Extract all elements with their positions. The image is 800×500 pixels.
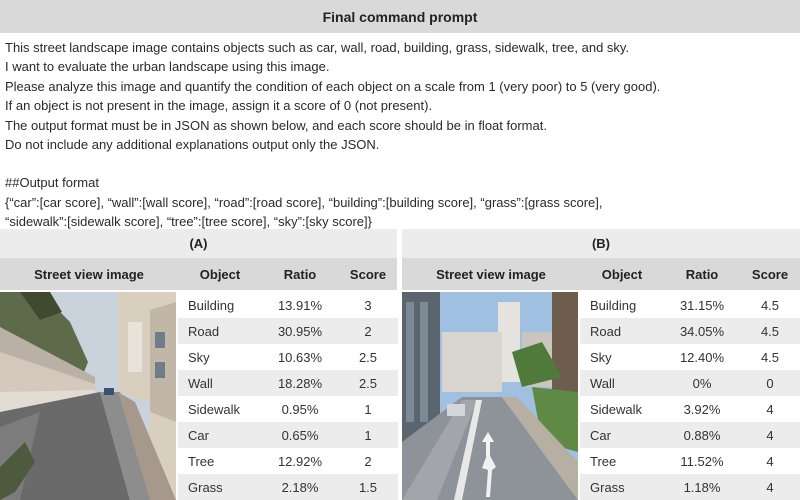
ratio-cell: 10.63% (277, 349, 323, 365)
object-cell: Wall (590, 375, 615, 391)
object-cell: Car (188, 427, 209, 443)
column-header-object: Object (601, 266, 643, 282)
object-cell: Wall (188, 375, 213, 391)
score-cell: 2 (364, 323, 372, 339)
object-table-b (580, 292, 800, 500)
column-header-score: Score (751, 266, 789, 282)
output-format-line: {“car”:[car score], “wall”:[wall score], “road”:[road score], “building”:[building score], “grass”:[grass score], (5, 194, 603, 210)
object-cell: Tree (590, 453, 617, 469)
score-cell: 3 (364, 297, 372, 313)
score-cell: 2.5 (358, 375, 378, 391)
ratio-cell: 18.28% (277, 375, 323, 391)
score-cell: 4 (766, 427, 774, 443)
column-header-row (0, 258, 397, 290)
table-row (178, 474, 398, 500)
column-header-row (402, 258, 800, 290)
column-header-ratio: Ratio (685, 266, 719, 282)
object-cell: Road (188, 323, 220, 339)
table-row (580, 448, 800, 474)
ratio-cell: 31.15% (679, 297, 725, 313)
prompt-line: The output format must be in JSON as shown below, and each score should be in float format. (5, 117, 547, 133)
table-row (580, 370, 800, 396)
ratio-cell: 2.18% (281, 479, 319, 495)
column-header-score: Score (349, 266, 387, 282)
score-cell: 1 (364, 427, 372, 443)
ratio-cell: 0% (692, 375, 712, 391)
street-view-image-b (402, 292, 578, 500)
column-header-object: Object (199, 266, 241, 282)
prompt-line: I want to evaluate the urban landscape using this image. (5, 59, 330, 75)
spacer (5, 154, 795, 173)
score-cell: 1 (364, 401, 372, 417)
prompt-title: Final command prompt (0, 0, 800, 33)
score-cell: 4.5 (760, 349, 780, 365)
object-cell: Sky (188, 349, 210, 365)
score-cell: 2 (364, 453, 372, 469)
ratio-cell: 12.92% (277, 453, 323, 469)
object-cell: Sky (590, 349, 612, 365)
column-header-image: Street view image (436, 266, 546, 282)
panel-b (402, 229, 800, 500)
table-row (178, 422, 398, 448)
table-row (178, 448, 398, 474)
object-cell: Road (590, 323, 622, 339)
score-cell: 0 (766, 375, 774, 391)
column-header-ratio: Ratio (283, 266, 317, 282)
prompt-line: This street landscape image contains objects such as car, wall, road, building, grass, sidewalk, tree, and sky. (5, 40, 630, 55)
panel-label: (A) (0, 229, 397, 258)
table-row (580, 292, 800, 318)
prompt-text (5, 38, 795, 232)
panel-label: (B) (402, 229, 800, 258)
table-row (178, 344, 398, 370)
table-row (178, 292, 398, 318)
street-view-image-a (0, 292, 176, 500)
object-cell: Sidewalk (590, 401, 643, 417)
ratio-cell: 30.95% (277, 323, 323, 339)
ratio-cell: 13.91% (277, 297, 323, 313)
object-cell: Car (590, 427, 611, 443)
object-cell: Building (590, 297, 637, 313)
table-row (178, 318, 398, 344)
ratio-cell: 34.05% (679, 323, 725, 339)
ratio-cell: 0.88% (683, 427, 721, 443)
table-row (580, 396, 800, 422)
ratio-cell: 1.18% (683, 479, 721, 495)
panel-a (0, 229, 397, 500)
table-row (580, 422, 800, 448)
object-table-a (178, 292, 398, 500)
ratio-cell: 12.40% (679, 349, 725, 365)
object-cell: Grass (188, 479, 223, 495)
ratio-cell: 11.52% (680, 453, 724, 469)
object-cell: Tree (188, 453, 215, 469)
table-row (580, 474, 800, 500)
ratio-cell: 0.95% (281, 401, 319, 417)
object-cell: Grass (590, 479, 625, 495)
column-header-image: Street view image (34, 266, 144, 282)
object-cell: Sidewalk (188, 401, 241, 417)
score-cell: 4 (766, 453, 774, 469)
table-row (178, 396, 398, 422)
output-format-heading: ##Output format (5, 175, 99, 191)
prompt-line: Do not include any additional explanations output only the JSON. (5, 137, 380, 153)
score-cell: 4.5 (760, 297, 780, 313)
ratio-cell: 3.92% (683, 401, 721, 417)
prompt-line: Please analyze this image and quantify the condition of each object on a scale from 1 (very poor) to 5 (very good). (5, 78, 661, 94)
score-cell: 4 (766, 401, 774, 417)
score-cell: 4.5 (760, 323, 780, 339)
ratio-cell: 0.65% (281, 427, 319, 443)
score-cell: 1.5 (358, 479, 378, 495)
score-cell: 4 (766, 479, 774, 495)
score-cell: 2.5 (358, 349, 378, 365)
output-format-line: “sidewalk”:[sidewalk score], “tree”:[tree score], “sky”:[sky score]} (5, 214, 372, 230)
table-row (178, 370, 398, 396)
object-cell: Building (188, 297, 235, 313)
table-row (580, 318, 800, 344)
table-row (580, 344, 800, 370)
prompt-line: If an object is not present in the image, assign it a score of 0 (not present). (5, 98, 433, 114)
